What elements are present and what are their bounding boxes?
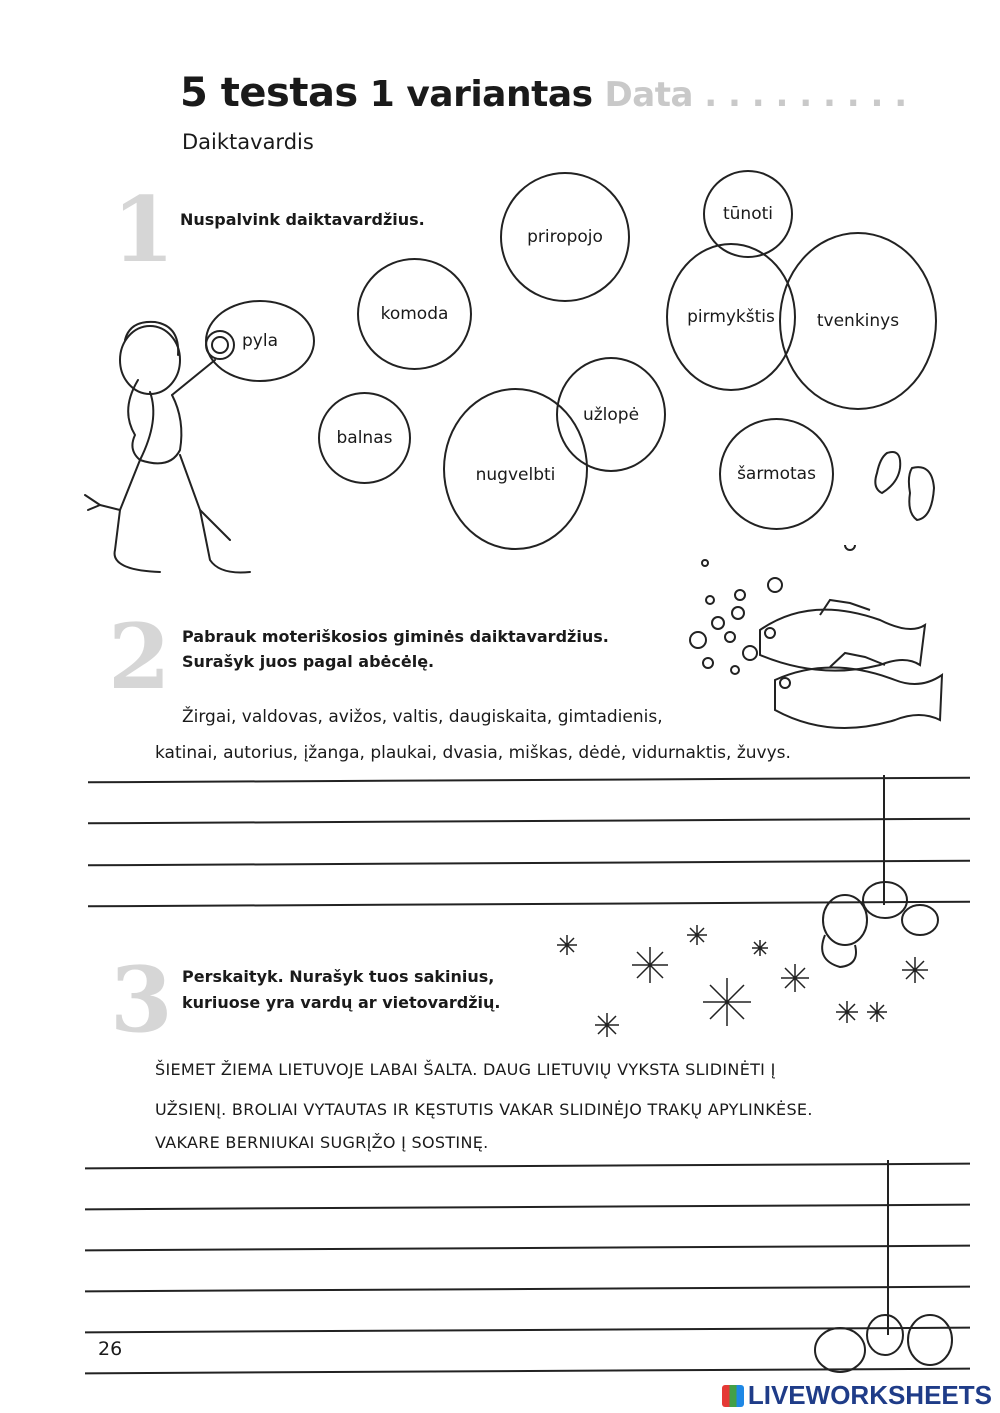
task-2-instruction-line1: Pabrauk moteriškosios giminės daiktavardžius. bbox=[182, 627, 609, 646]
task-1-instruction: Nuspalvink daiktavardžius. bbox=[180, 210, 425, 229]
bubble-priropojo[interactable]: priropojo bbox=[500, 172, 630, 302]
writing-line[interactable] bbox=[85, 1163, 970, 1170]
brand-icon bbox=[722, 1385, 744, 1407]
page-title bbox=[180, 70, 907, 116]
writing-line[interactable] bbox=[85, 1245, 970, 1252]
writing-line[interactable] bbox=[88, 818, 970, 825]
bubble-uzlope[interactable]: užlopė bbox=[556, 357, 666, 472]
writing-line[interactable] bbox=[85, 1286, 970, 1293]
bubble-nugvelbti[interactable]: nugvelbti bbox=[443, 388, 588, 550]
test-number: 5 testas bbox=[180, 70, 358, 116]
beans-decoration bbox=[810, 1305, 960, 1380]
liveworksheets-logo: LIVEWORKSHEETS bbox=[722, 1380, 992, 1411]
page-subtitle: Daiktavardis bbox=[182, 130, 314, 154]
writing-line[interactable] bbox=[85, 1204, 970, 1211]
bubble-tvenkinys[interactable]: tvenkinys bbox=[779, 232, 937, 410]
writing-line[interactable] bbox=[88, 860, 970, 867]
task-2-instruction-line2: Surašyk juos pagal abėcėlę. bbox=[182, 652, 435, 671]
writing-line[interactable] bbox=[88, 777, 970, 784]
variant-label: 1 variantas bbox=[369, 74, 593, 115]
task-3-text-line1: ŠIEMET ŽIEMA LIETUVOJE LABAI ŠALTA. DAUG LIETUVIŲ VYKSTA SLIDINĖTI Į bbox=[155, 1060, 776, 1079]
date-label: Data . . . . . . . . . bbox=[604, 75, 907, 115]
fish-illustration bbox=[680, 545, 950, 745]
task-3-instruction-line2: kuriuose yra vardų ar vietovardžių. bbox=[182, 993, 501, 1012]
bubble-sarmotas[interactable]: šarmotas bbox=[719, 418, 834, 530]
bubble-komoda[interactable]: komoda bbox=[357, 258, 472, 370]
bubble-pirmykstis[interactable]: pirmykštis bbox=[666, 243, 796, 391]
beans-decoration bbox=[872, 448, 942, 528]
task-3-instruction-line1: Perskaityk. Nurašyk tuos sakinius, bbox=[182, 967, 495, 986]
task-2-number: 2 bbox=[108, 604, 171, 710]
task-3-text-line2: UŽSIENĮ. BROLIAI VYTAUTAS IR KĘSTUTIS VAKAR SLIDINĖJO TRAKŲ APYLINKĖSE. bbox=[155, 1100, 813, 1119]
bubble-pyla[interactable]: pyla bbox=[205, 300, 315, 382]
task-2-words-line1: Žirgai, valdovas, avižos, valtis, daugiskaita, gimtadienis, bbox=[182, 707, 663, 727]
task-3-text-line3: VAKARE BERNIUKAI SUGRĮŽO Į SOSTINĘ. bbox=[155, 1133, 489, 1152]
bubble-balnas[interactable]: balnas bbox=[318, 392, 411, 484]
task-3-number: 3 bbox=[110, 947, 173, 1053]
bubble-tunoti[interactable]: tūnoti bbox=[703, 170, 793, 258]
snowflakes-decoration bbox=[545, 920, 945, 1050]
task-2-words-line2: katinai, autorius, įžanga, plaukai, dvasia, miškas, dėdė, vidurnaktis, žuvys. bbox=[155, 743, 791, 763]
page-number: 26 bbox=[98, 1338, 123, 1360]
task-1-number: 1 bbox=[112, 177, 175, 283]
